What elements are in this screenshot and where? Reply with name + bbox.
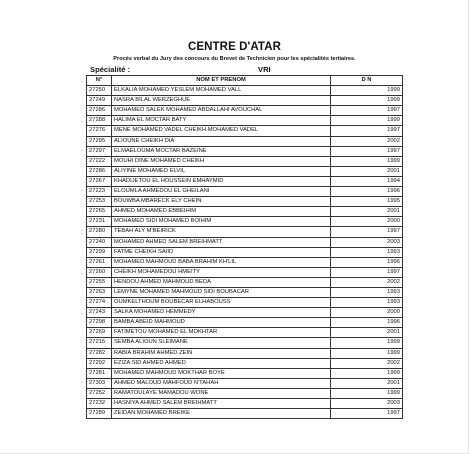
candidate-birth-year: 1994 xyxy=(331,176,403,186)
candidate-birth-year: 1996 xyxy=(331,318,403,328)
candidate-birth-year: 1997 xyxy=(331,146,403,156)
candidate-number: 27215 xyxy=(87,338,112,348)
candidate-number: 27240 xyxy=(87,237,112,247)
table-row xyxy=(87,237,403,247)
table-row xyxy=(87,257,403,267)
table-row xyxy=(87,207,403,217)
table-row xyxy=(87,217,403,227)
candidate-number: 27298 xyxy=(87,318,112,328)
candidate-birth-year: 1997 xyxy=(331,409,403,419)
table-row xyxy=(87,409,403,419)
candidate-birth-year: 2001 xyxy=(331,378,403,388)
table-row xyxy=(87,86,403,96)
candidate-name: ELMAELOUMA MOCTAR BAZEINE xyxy=(112,146,331,156)
candidate-name: MOUHI DINE MOHAMED CHEIKH xyxy=(112,156,331,166)
candidate-name: BAMBA ABEID MAHMOUD xyxy=(112,318,331,328)
candidate-number: 27286 xyxy=(87,106,112,116)
candidate-name: KHADIJETOU EL HOUSSEIN EMHAYMID xyxy=(112,176,331,186)
candidate-name: FATME CHEIKH SAIID xyxy=(112,247,331,257)
table-row xyxy=(87,399,403,409)
header-number: N° xyxy=(87,76,112,86)
specialite-value: VRI xyxy=(258,65,271,74)
candidate-number: 27295 xyxy=(87,136,112,146)
candidate-name: TEBAH ALY M'BEIRICK xyxy=(112,227,331,237)
table-row xyxy=(87,227,403,237)
table-row xyxy=(87,187,403,197)
candidate-number: 27288 xyxy=(87,116,112,126)
candidate-birth-year: 1997 xyxy=(331,126,403,136)
candidate-number: 27222 xyxy=(87,156,112,166)
table-row xyxy=(87,378,403,388)
table-body xyxy=(87,86,403,419)
candidate-birth-year: 1999 xyxy=(331,86,403,96)
candidate-birth-year: 1993 xyxy=(331,287,403,297)
candidate-birth-year: 1995 xyxy=(331,197,403,207)
candidate-birth-year: 1999 xyxy=(331,156,403,166)
candidate-birth-year: 1999 xyxy=(331,96,403,106)
candidate-name: AHMED MALOUD MAHFOUD N'TAHAH xyxy=(112,378,331,388)
candidate-birth-year: 1993 xyxy=(331,298,403,308)
candidate-birth-year: 1999 xyxy=(331,348,403,358)
candidate-name: RAMATOULAYE MAMADOU WONE xyxy=(112,388,331,398)
candidate-birth-year: 2001 xyxy=(331,328,403,338)
candidate-birth-year: 1997 xyxy=(331,106,403,116)
candidate-number: 27282 xyxy=(87,348,112,358)
candidate-number: 27299 xyxy=(87,247,112,257)
header-birth-date: D N xyxy=(331,76,403,86)
specialite-label: Spécialité : xyxy=(90,65,131,74)
candidate-name: MENE MOHAMED VADEL CHEIKH MOHAMED VADEL xyxy=(112,126,331,136)
document-title: CENTRE D'ATAR xyxy=(187,41,282,53)
candidate-name: ZEIDAN MOHAMED BREIKE xyxy=(112,409,331,419)
table-row xyxy=(87,328,403,338)
table-header-row xyxy=(87,76,403,86)
candidate-birth-year: 1999 xyxy=(331,116,403,126)
candidates-table xyxy=(86,75,403,419)
candidate-number: 27292 xyxy=(87,358,112,368)
candidate-name: HALIMA EL MOCTAR BATY xyxy=(112,116,331,126)
candidate-name: OUMKELTHOUM BOUBECAR ELHABOUSS xyxy=(112,298,331,308)
candidate-number: 27265 xyxy=(87,207,112,217)
candidate-number: 27250 xyxy=(87,86,112,96)
candidate-birth-year: 1996 xyxy=(331,187,403,197)
candidate-name: MOHAMED SIDI MOHAMED BOIHIM xyxy=(112,217,331,227)
table-row xyxy=(87,247,403,257)
candidate-number: 27281 xyxy=(87,368,112,378)
candidate-birth-year: 1997 xyxy=(331,267,403,277)
candidate-number: 27289 xyxy=(87,409,112,419)
table-row xyxy=(87,348,403,358)
candidate-name: SALKA MOHAMED HEMMEDY xyxy=(112,308,331,318)
candidate-number: 27286 xyxy=(87,166,112,176)
table-row xyxy=(87,277,403,287)
candidate-name: MOHAMED AHMED SALEM BREIHMATT xyxy=(112,237,331,247)
candidate-birth-year: 2002 xyxy=(331,136,403,146)
candidate-birth-year: 2003 xyxy=(331,237,403,247)
candidate-birth-year: 1993 xyxy=(331,247,403,257)
candidate-name: MOHAMED MAHMOUD MOKTHAR BOYE xyxy=(112,368,331,378)
table-row xyxy=(87,96,403,106)
candidate-birth-year: 1999 xyxy=(331,338,403,348)
table-row xyxy=(87,318,403,328)
candidate-name: CHEIKH MOHAMEDOU HMEITY xyxy=(112,267,331,277)
table-row xyxy=(87,388,403,398)
table-row xyxy=(87,146,403,156)
candidate-name: NASRA BILAL WERZEGHUE xyxy=(112,96,331,106)
candidate-name: ELOUMLA AHMEDOU EL GHEILANI xyxy=(112,187,331,197)
table-row xyxy=(87,338,403,348)
document-subtitle: Procès verbal du Jury des concours du Brevet de Technicien pour les spécialités tertiaires. xyxy=(113,56,356,62)
candidate-name: ALIYINE MOHAMED ELVIL xyxy=(112,166,331,176)
candidate-number: 27253 xyxy=(87,197,112,207)
specialite-line xyxy=(90,65,409,75)
candidate-birth-year: 1999 xyxy=(331,388,403,398)
table-row xyxy=(87,166,403,176)
candidate-number: 27261 xyxy=(87,257,112,267)
table-row xyxy=(87,308,403,318)
candidate-name: AHMED MOHAMED EBBEIHIM xyxy=(112,207,331,217)
candidate-number: 27303 xyxy=(87,378,112,388)
candidate-number: 27269 xyxy=(87,328,112,338)
candidate-birth-year: 2001 xyxy=(331,207,403,217)
table-row xyxy=(87,358,403,368)
candidate-name: MOHAMED SALEK MOHAMED ABDALLAHI AVOUCHAL xyxy=(112,106,331,116)
candidate-number: 27232 xyxy=(87,399,112,409)
table-row xyxy=(87,126,403,136)
candidate-number: 27231 xyxy=(87,217,112,227)
table-row xyxy=(87,368,403,378)
candidate-birth-year: 2001 xyxy=(331,166,403,176)
table-row xyxy=(87,106,403,116)
candidate-number: 27263 xyxy=(87,287,112,297)
candidate-birth-year: 2000 xyxy=(331,308,403,318)
table-row xyxy=(87,116,403,126)
candidate-number: 27252 xyxy=(87,388,112,398)
candidate-birth-year: 2003 xyxy=(331,399,403,409)
candidate-birth-year: 2002 xyxy=(331,277,403,287)
candidate-name: SEMBA ALIOUN SLEIMANE xyxy=(112,338,331,348)
header-name: NOM ET PRENOM xyxy=(112,76,331,86)
candidate-name: HENDOU AHMED MAHMOUD BEDA xyxy=(112,277,331,287)
table-row xyxy=(87,176,403,186)
candidate-name: ALIOUNE CHEIKH DIA xyxy=(112,136,331,146)
candidate-birth-year: 1996 xyxy=(331,257,403,267)
candidate-number: 27249 xyxy=(87,96,112,106)
candidate-name: ELKALIA MOHAMED YESLEM MOHAMED VALL xyxy=(112,86,331,96)
candidate-birth-year: 1999 xyxy=(331,368,403,378)
candidate-name: BOUWBA MBARECK ELY CHEIN xyxy=(112,197,331,207)
candidate-number: 27297 xyxy=(87,146,112,156)
candidate-name: FATIMETOU MOHAMED EL MOKHTAR xyxy=(112,328,331,338)
candidate-number: 27260 xyxy=(87,267,112,277)
candidate-name: LEMYNE MOHAMED MAHMOUD SIDI BOUBACAR xyxy=(112,287,331,297)
candidate-birth-year: 2000 xyxy=(331,217,403,227)
candidate-number: 27223 xyxy=(87,187,112,197)
candidate-number: 27280 xyxy=(87,227,112,237)
candidate-number: 27267 xyxy=(87,176,112,186)
candidate-name: EZIZA SID AHMED AHMED xyxy=(112,358,331,368)
table-row xyxy=(87,197,403,207)
candidate-birth-year: 2002 xyxy=(331,358,403,368)
candidate-number: 27243 xyxy=(87,308,112,318)
candidate-birth-year: 1997 xyxy=(331,227,403,237)
candidate-number: 27255 xyxy=(87,277,112,287)
candidate-number: 27276 xyxy=(87,126,112,136)
table-row xyxy=(87,136,403,146)
table-row xyxy=(87,267,403,277)
candidate-name: MOHAMED MAHMOUD BABA BRAHIM KH'LIL xyxy=(112,257,331,267)
candidate-number: 27274 xyxy=(87,298,112,308)
table-row xyxy=(87,287,403,297)
candidate-name: RABIA BRAHIM AHMED ZEIN xyxy=(112,348,331,358)
candidate-name: HASNIYA AHMED SALEM BREIHMATT xyxy=(112,399,331,409)
table-row xyxy=(87,298,403,308)
table-row xyxy=(87,156,403,166)
